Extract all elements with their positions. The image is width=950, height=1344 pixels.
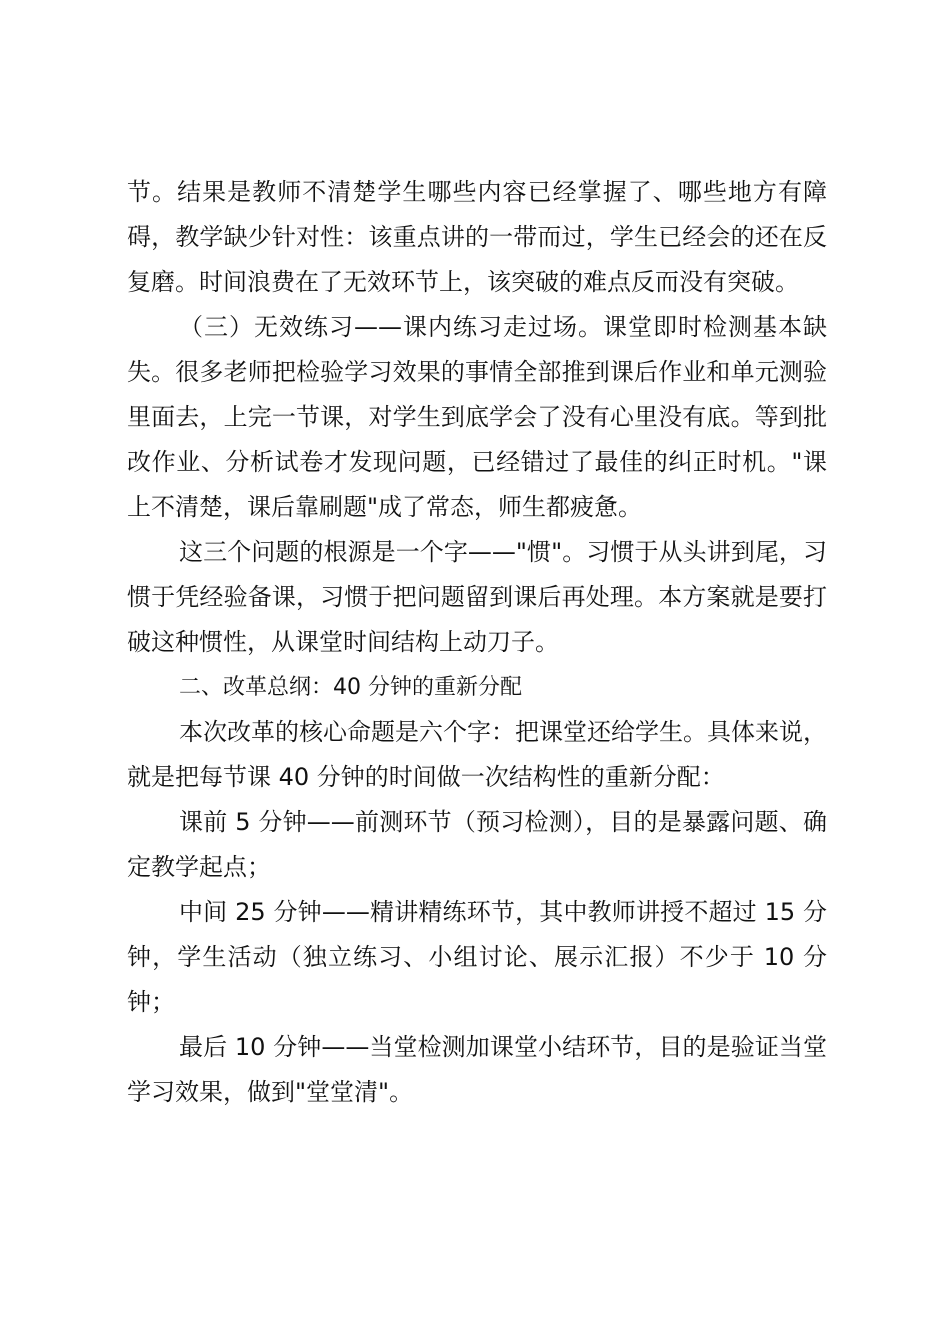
paragraph-1: 节。结果是教师不清楚学生哪些内容已经掌握了、哪些地方有障碍，教学缺少针对性：该重点讲的一带而过，学生已经会的还在反复磨。时间浪费在了无效环节上，该突破的难点反而没有突破。: [127, 178, 827, 296]
paragraph-7: 最后 10 分钟——当堂检测加课堂小结环节，目的是验证当堂学习效果，做到"堂堂清"。: [127, 1033, 827, 1106]
paragraph-6: 中间 25 分钟——精讲精练环节，其中教师讲授不超过 15 分钟，学生活动（独立练习、小组讨论、展示汇报）不少于 10 分钟；: [127, 898, 827, 1016]
paragraph-4: 本次改革的核心命题是六个字：把课堂还给学生。具体来说，就是把每节课 40 分钟的时间做一次结构性的重新分配：: [127, 718, 827, 791]
paragraph-3: 这三个问题的根源是一个字——"惯"。习惯于从头讲到尾，习惯于凭经验备课，习惯于把问题留到课后再处理。本方案就是要打破这种惯性，从课堂时间结构上动刀子。: [127, 538, 827, 656]
paragraph-2: （三）无效练习——课内练习走过场。课堂即时检测基本缺失。很多老师把检验学习效果的事情全部推到课后作业和单元测验里面去，上完一节课，对学生到底学会了没有心里没有底。等到批改作业、分析试卷才发现问题，已经错过了最佳的纠正时机。"课上不清楚，课后靠刷题"成了常态，师生都疲惫。: [127, 313, 827, 521]
paragraph-5: 课前 5 分钟——前测环节（预习检测），目的是暴露问题、确定教学起点；: [127, 808, 827, 881]
document-body: [127, 170, 827, 1115]
section-heading: 二、改革总纲：40 分钟的重新分配: [179, 675, 522, 700]
